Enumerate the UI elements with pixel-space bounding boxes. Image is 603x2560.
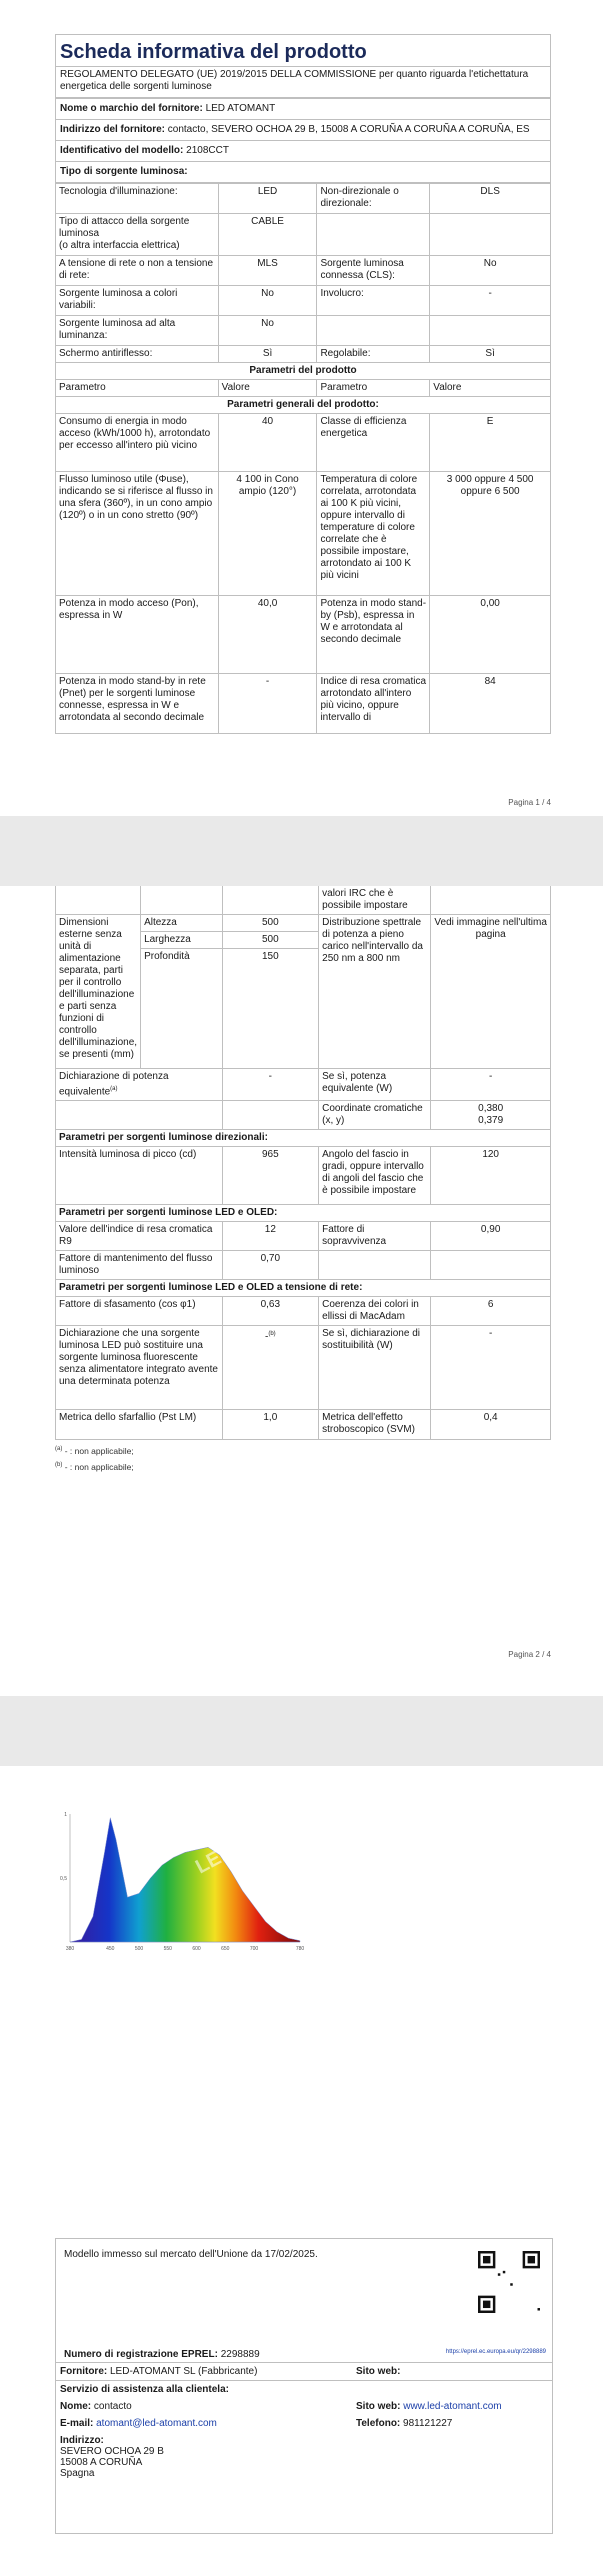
x-tick-label: 780 [295, 1946, 305, 1952]
equiv-value: - [222, 1069, 319, 1101]
height-value: 500 [222, 915, 319, 932]
cri-cont: valori IRC che è possibile impostare [319, 886, 431, 915]
x-tick-label: 500 [134, 1946, 144, 1952]
mains-value: MLS [218, 256, 317, 286]
energy-value: 40 [218, 414, 317, 472]
supplier-address-label: Indirizzo del fornitore: [60, 124, 165, 135]
address-line-1: SEVERO OCHOA 29 B [60, 2446, 164, 2457]
supplier-row [56, 2362, 552, 2380]
net-standby-label: Potenza in modo stand-by in rete (Pnet) per le sorgenti luminose connesse, espressa in W e arrotondata al secondo decimale [56, 674, 219, 734]
x-tick-label: 600 [192, 1946, 201, 1952]
depth-value: 150 [222, 949, 319, 1069]
chroma-label: Coordinate cromatiche (x, y) [319, 1101, 431, 1130]
cap-label: Tipo di attacco della sorgente luminosa (o altra interfaccia elettrica) [56, 214, 219, 256]
flux-value: 4 100 in Cono ampio (120°) [218, 472, 317, 596]
y-tick-label: 0,5 [60, 1876, 67, 1882]
color-tunable-value: No [218, 286, 317, 316]
address-line-2: 15008 A CORUÑA [60, 2457, 143, 2468]
surv-value: 0,90 [431, 1222, 551, 1251]
page-number: Pagina 1 / 4 [508, 798, 551, 807]
chroma-y: 0,379 [478, 1115, 504, 1127]
width-label: Larghezza [141, 932, 222, 949]
phone-value: 981121227 [403, 2418, 453, 2429]
page-number-2: Pagina 2 / 4 [508, 1650, 551, 1659]
strobo-label: Metrica dell'effetto stroboscopico (SVM) [319, 1410, 431, 1440]
service-block [56, 2380, 552, 2482]
phase-value: 0,63 [222, 1297, 319, 1326]
eprel-row [56, 2341, 552, 2362]
footnote-a-mark: (a) [55, 1446, 63, 1453]
x-tick-label: 550 [163, 1946, 172, 1952]
cri-value: 84 [430, 674, 551, 734]
params-heading: Parametri del prodotto [56, 363, 551, 380]
market-text: Modello immesso sul mercato dell'Unione da 17/02/2025. [64, 2249, 318, 2260]
flicker-value: 1,0 [222, 1410, 319, 1440]
page-2 [0, 886, 603, 1696]
on-power-value: 40,0 [218, 596, 317, 674]
antiglare-value: Sì [218, 346, 317, 363]
footnote-b-mark: (b) [55, 1462, 63, 1469]
on-power-label: Potenza in modo acceso (Pon), espressa in W [56, 596, 219, 674]
y-tick-label: 1 [64, 1812, 67, 1818]
address-label: Indirizzo: [60, 2435, 104, 2446]
name-label: Nome: [60, 2401, 92, 2412]
site2-link[interactable]: www.led-atomant.com [403, 2401, 502, 2412]
directional-label: Non-direzionale o direzionale: [317, 184, 430, 214]
eprel-label: Numero di registrazione EPREL: [64, 2349, 218, 2360]
height-label: Altezza [141, 915, 222, 932]
chroma-x: 0,380 [478, 1103, 504, 1115]
model-id: 2108CCT [186, 145, 229, 156]
r9-label: Valore dell'indice di resa cromatica R9 [56, 1222, 223, 1251]
equiv-w-value: - [431, 1069, 551, 1101]
high-luminance-label: Sorgente luminosa ad alta luminanza: [56, 316, 219, 346]
directional-value: DLS [430, 184, 551, 214]
strobo-value: 0,4 [431, 1410, 551, 1440]
peak-value: 965 [222, 1147, 319, 1205]
replace-label: Dichiarazione che una sorgente luminosa LED può sostituire una sorgente luminosa fluorescente senza alimentatore integrato avente una determinata potenza [56, 1326, 223, 1410]
mains-label: A tensione di rete o non a tensione di rete: [56, 256, 219, 286]
watermark: LED ATOMANT [192, 1791, 329, 1879]
envelope-label: Involucro: [317, 286, 430, 316]
dimmable-value: Sì [430, 346, 551, 363]
cct-label: Temperatura di colore correlata, arrotondata ai 100 K più vicini, oppure intervallo di temperature di colore correlate che è possibile impostare, arrotondato ai 100 K più vicini [317, 472, 430, 596]
equiv-note: (a) [110, 1086, 118, 1092]
mains-heading: Parametri per sorgenti luminose LED e OLED a tensione di rete: [56, 1280, 551, 1297]
cls-label: Sorgente luminosa connessa (CLS): [317, 256, 430, 286]
width-value: 500 [222, 932, 319, 949]
equiv-w-label: Se sì, potenza equivalente (W) [319, 1069, 431, 1101]
col-value-2: Valore [430, 380, 551, 397]
spectrum-chart [50, 1791, 329, 1954]
col-param-2: Parametro [317, 380, 430, 397]
x-tick-label: 700 [249, 1946, 259, 1952]
maint-label: Fattore di mantenimento del flusso luminoso [56, 1251, 223, 1280]
supplier-table [55, 98, 551, 183]
address-line-3: Spagna [60, 2468, 95, 2479]
repl-w-value: - [431, 1326, 551, 1410]
params-table-cont [55, 886, 551, 1440]
phone-label: Telefono: [356, 2418, 401, 2429]
market-block [56, 2239, 552, 2341]
tech-value: LED [218, 184, 317, 214]
qr-code-icon[interactable] [478, 2251, 540, 2313]
cri-label: Indice di resa cromatica arrotondato all'intero più vicino, oppure intervallo di [317, 674, 430, 734]
supplier-name-label: Nome o marchio del fornitore: [60, 103, 203, 114]
beam-value: 120 [431, 1147, 551, 1205]
beam-label: Angolo del fascio in gradi, oppure intervallo di angoli del fascio che è possibile impostare [319, 1147, 431, 1205]
standby-value: 0,00 [430, 596, 551, 674]
dimmable-label: Regolabile: [317, 346, 430, 363]
service-heading: Servizio di assistenza alla clientela: [60, 2384, 229, 2395]
page-3 [0, 1766, 603, 2560]
site-label: Sito web: [356, 2366, 401, 2377]
peak-label: Intensità luminosa di picco (cd) [56, 1147, 223, 1205]
standby-label: Potenza in modo stand-by (Psb), espressa in W e arrotondata al secondo decimale [317, 596, 430, 674]
r9-value: 12 [222, 1222, 319, 1251]
dims-label: Dimensioni esterne senza unità di alimentazione separata, parti per il controllo dell'illuminazione e parti senza funzioni di controllo dell'illuminazione, se presenti (mm) [56, 915, 141, 1069]
maint-value: 0,70 [222, 1251, 319, 1280]
led-heading: Parametri per sorgenti luminose LED e OLED: [56, 1205, 551, 1222]
efficiency-label: Classe di efficienza energetica [317, 414, 430, 472]
cls-value: No [430, 256, 551, 286]
general-heading: Parametri generali del prodotto: [56, 397, 551, 414]
model-label: Identificativo del modello: [60, 145, 184, 156]
email-label: E-mail: [60, 2418, 94, 2429]
x-tick-label: 450 [106, 1946, 115, 1952]
macadam-label: Coerenza dei colori in ellissi di MacAdam [319, 1297, 431, 1326]
page-gap [0, 1696, 603, 1766]
page-1 [0, 0, 603, 816]
spectral-label: Distribuzione spettrale di potenza a pieno carico nell'intervallo da 250 nm a 800 nm [319, 915, 431, 1069]
x-tick-label: 650 [221, 1946, 230, 1952]
macadam-value: 6 [431, 1297, 551, 1326]
phase-label: Fattore di sfasamento (cos φ1) [56, 1297, 223, 1326]
color-tunable-label: Sorgente luminosa a colori variabili: [56, 286, 219, 316]
antiglare-label: Schermo antiriflesso: [56, 346, 219, 363]
info-box [55, 2238, 553, 2534]
footnote-a [55, 1442, 551, 1458]
surv-label: Fattore di sopravvivenza [319, 1222, 431, 1251]
envelope-value: - [430, 286, 551, 316]
eprel-link[interactable]: https://eprel.ec.europa.eu/qr/2298889 [445, 2349, 546, 2355]
net-standby-value: - [218, 674, 317, 734]
supplier-value: LED-ATOMANT SL (Fabbricante) [110, 2366, 258, 2377]
email-link[interactable]: atomant@led-atomant.com [96, 2418, 217, 2429]
footnote-a-text: - : non applicabile; [64, 1446, 134, 1457]
flux-label: Flusso luminoso utile (Φuse), indicando se si riferisce al flusso in una sfera (360º), in un cono ampio (120º) o in un cono stretto (90º) [56, 472, 219, 596]
dir-heading: Parametri per sorgenti luminose direzionali: [56, 1130, 551, 1147]
page-title: Scheda informativa del prodotto [55, 34, 551, 66]
equiv-label: Dichiarazione di potenza equivalente [59, 1071, 169, 1098]
x-tick-label: 380 [65, 1946, 75, 1952]
footnote-b-text: - : non applicabile; [64, 1461, 134, 1472]
source-type-table [55, 183, 551, 734]
efficiency-value: E [430, 414, 551, 472]
source-type-heading: Tipo di sorgente luminosa: [56, 162, 551, 183]
cct-value: 3 000 oppure 4 500 oppure 6 500 [430, 472, 551, 596]
replace-value: - [264, 1331, 269, 1343]
high-luminance-value: No [218, 316, 317, 346]
col-value: Valore [218, 380, 317, 397]
regulation-text: REGOLAMENTO DELEGATO (UE) 2019/2015 DELLA COMMISSIONE per quanto riguarda l'etichettatura energetica delle sorgenti luminose [55, 66, 551, 98]
supplier-label: Fornitore: [60, 2366, 108, 2377]
site2-label: Sito web: [356, 2401, 401, 2412]
repl-w-label: Se sì, dichiarazione di sostituibilità (W) [319, 1326, 431, 1410]
energy-label: Consumo di energia in modo acceso (kWh/1000 h), arrotondato per eccesso all'intero più vicino [56, 414, 219, 472]
footnote-b [55, 1458, 551, 1474]
depth-label: Profondità [141, 949, 222, 1069]
spectral-value: Vedi immagine nell'ultima pagina [431, 915, 551, 1069]
flicker-label: Metrica dello sfarfallio (Pst LM) [56, 1410, 223, 1440]
replace-note: (b) [268, 1331, 276, 1338]
eprel-number: 2298889 [220, 2349, 260, 2360]
tech-label: Tecnologia d'illuminazione: [56, 184, 219, 214]
col-param: Parametro [56, 380, 219, 397]
supplier-address: contacto, SEVERO OCHOA 29 B, 15008 A CORUÑA A CORUÑA A CORUÑA, ES [167, 124, 530, 135]
cap-value: CABLE [218, 214, 317, 256]
supplier-name: LED ATOMANT [205, 103, 276, 114]
name-value: contacto [93, 2401, 132, 2412]
